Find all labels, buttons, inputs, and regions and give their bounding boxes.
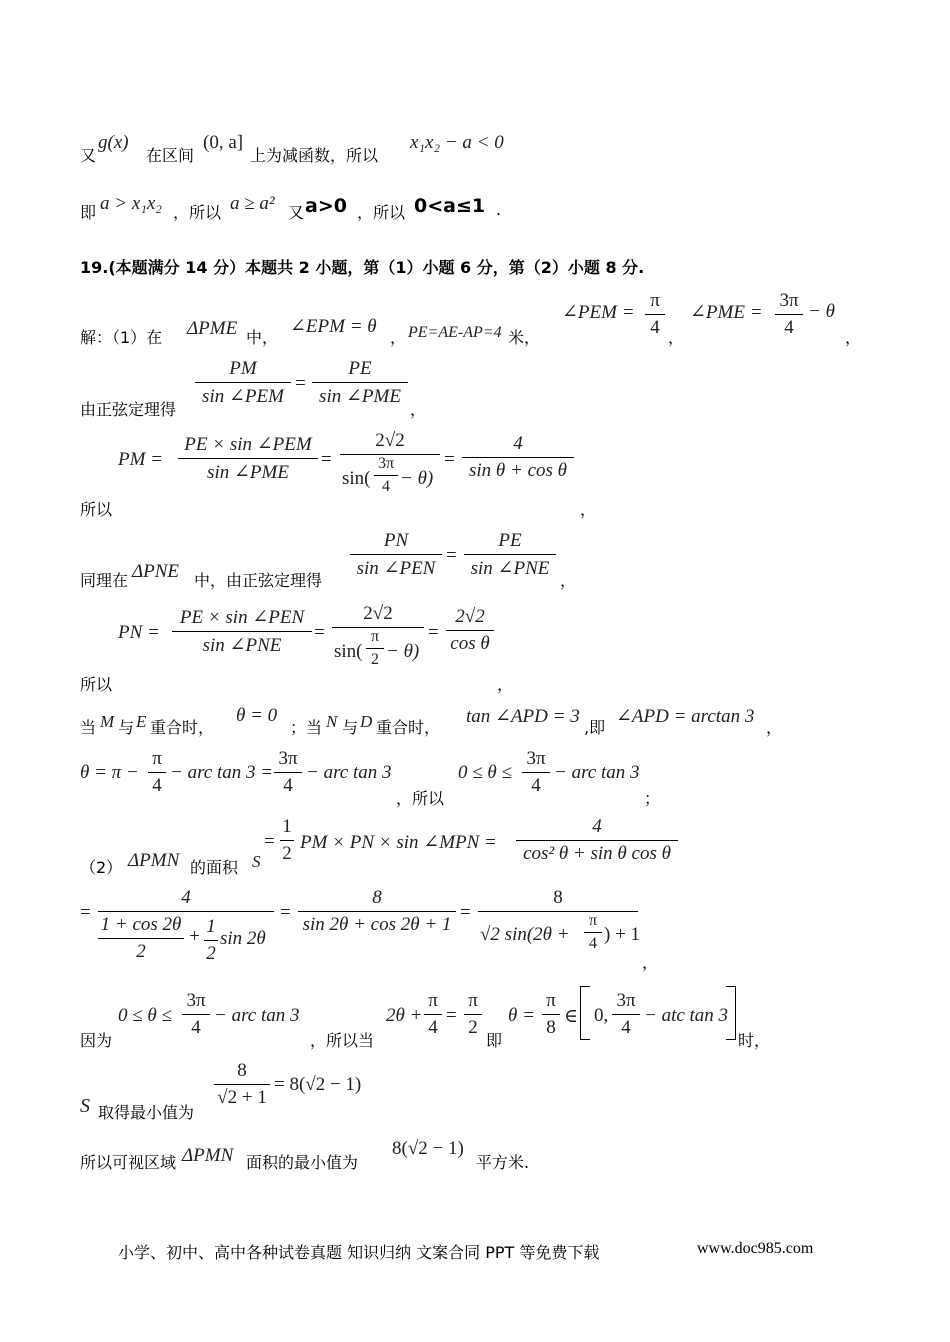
line-12-frac-b-den: 4 bbox=[428, 1017, 438, 1038]
line-2-text-c: 又 bbox=[288, 203, 305, 222]
line-3-math-d: ∠PEM = bbox=[562, 302, 635, 323]
line-3-frac-b-den: 4 bbox=[784, 317, 794, 338]
line-5-frac-c-den: sin θ + cos θ bbox=[469, 460, 567, 481]
fraction-bar bbox=[464, 554, 556, 555]
line-5-theta: − θ) bbox=[400, 468, 434, 489]
line-9-text-a: ，所以 bbox=[396, 789, 445, 808]
line-10-frac-b-num: 4 bbox=[592, 816, 602, 837]
line-11-half-den: 2 bbox=[206, 943, 216, 964]
line-12-frac-e-num: 3π bbox=[616, 990, 636, 1011]
line-12-math-d: θ = bbox=[508, 1005, 535, 1026]
fraction-bar bbox=[775, 314, 803, 315]
line-11-eq-a: = bbox=[80, 902, 91, 923]
line-8-text-d: ；当 bbox=[290, 718, 323, 737]
line-10-frac-a bbox=[280, 816, 294, 865]
line-1-math-c: x₁x₂ − a < 0 bbox=[410, 132, 504, 153]
line-1-text-a: 又 bbox=[80, 146, 97, 165]
line-4-eq: = bbox=[295, 373, 306, 394]
line-1-text-c: 上为减函数，所以 bbox=[250, 146, 379, 165]
line-2-math-b: a ≥ a² bbox=[230, 193, 275, 214]
line-3-math-f: − θ bbox=[808, 301, 835, 322]
line-11-frac-a bbox=[98, 887, 274, 964]
line-3-text-f: ， bbox=[845, 328, 862, 347]
line-9-frac-b-den: 4 bbox=[283, 775, 293, 796]
question-heading: 19.(本题满分 14 分）本题共 2 小题，第（1）小题 6 分，第（2）小题 8 分. bbox=[80, 258, 645, 277]
line-9-frac-c bbox=[522, 748, 550, 797]
fraction-bar bbox=[312, 382, 408, 383]
line-8-text-e: 与 bbox=[342, 718, 359, 737]
footer-url-link[interactable]: www.doc985.com bbox=[697, 1240, 814, 1257]
line-1-math-b: (0, a] bbox=[203, 132, 244, 153]
line-12-text-c: 即 bbox=[486, 1031, 503, 1050]
line-6-frac-a-den: sin ∠PEN bbox=[356, 558, 436, 579]
line-5-inner-frac bbox=[374, 455, 398, 496]
line-11-eq-b: = bbox=[280, 902, 291, 923]
line-4-frac-a-den: sin ∠PEM bbox=[202, 386, 284, 407]
fraction-bar bbox=[98, 911, 274, 912]
line-1-text-b: 在区间 bbox=[146, 146, 195, 165]
line-6-frac-a bbox=[350, 530, 442, 580]
fraction-bar bbox=[204, 940, 218, 941]
line-11-frac-a-num: 4 bbox=[181, 887, 191, 908]
line-7-sin: sin( bbox=[334, 641, 363, 662]
line-6-frac-a-num: PN bbox=[383, 530, 409, 551]
line-8-text-h: ， bbox=[766, 718, 783, 737]
line-12-text-b: ，所以当 bbox=[310, 1031, 375, 1050]
line-4-frac-b bbox=[312, 358, 408, 408]
line-12-text-a: 因为 bbox=[80, 1031, 113, 1050]
fraction-bar bbox=[516, 840, 678, 841]
line-12-frac-b-num: π bbox=[428, 990, 438, 1011]
line-7-text-b: ， bbox=[497, 675, 514, 694]
line-8-math-e: D bbox=[360, 712, 373, 731]
fraction-bar bbox=[280, 840, 294, 841]
line-9-frac-c-num: 3π bbox=[526, 748, 546, 769]
fraction-bar bbox=[464, 1014, 482, 1015]
line-13-math-b: = 8(√2 − 1) bbox=[274, 1074, 362, 1095]
fraction-bar bbox=[298, 911, 456, 912]
line-9-frac-b-num: 3π bbox=[278, 748, 298, 769]
line-11-plus-one: ) + 1 bbox=[604, 924, 641, 945]
line-9-math-a: θ = π − bbox=[80, 762, 139, 783]
line-7-inner-den: 2 bbox=[371, 651, 379, 668]
line-12-math-b: − arc tan 3 bbox=[214, 1005, 300, 1026]
line-7-text-a: 所以 bbox=[80, 675, 113, 694]
line-14-math-a: ΔPMN bbox=[182, 1145, 234, 1166]
line-11-frac-b-den: sin 2θ + cos 2θ + 1 bbox=[302, 914, 452, 935]
line-3-math-c: PE=AE-AP=4 bbox=[408, 324, 502, 341]
line-14-math-b: 8(√2 − 1) bbox=[392, 1138, 464, 1159]
line-11-eq-c: = bbox=[460, 902, 471, 923]
line-10-frac-b-den: cos² θ + sin θ cos θ bbox=[523, 843, 671, 864]
line-7-frac-b bbox=[332, 603, 424, 674]
fraction-bar bbox=[274, 772, 302, 773]
fraction-bar bbox=[645, 314, 665, 315]
line-11-sub-num: 1 + cos 2θ bbox=[100, 914, 182, 935]
line-9-frac-a-num: π bbox=[152, 748, 162, 769]
right-bracket bbox=[726, 986, 736, 1040]
line-12-frac-c-num: π bbox=[468, 990, 478, 1011]
line-11-sin2t: sin 2θ bbox=[220, 928, 266, 949]
line-10-eq: = bbox=[264, 831, 275, 852]
line-11-frac-b-num: 8 bbox=[372, 887, 382, 908]
line-7-frac-a-num: PE × sin ∠PEN bbox=[179, 607, 305, 628]
line-3-text-c: ， bbox=[390, 328, 407, 347]
line-5-text-a: 所以 bbox=[80, 500, 113, 519]
line-11-text-a: ， bbox=[642, 953, 659, 972]
line-12-frac-b bbox=[424, 990, 442, 1039]
line-7-math-pre: PN = bbox=[118, 622, 160, 643]
line-5-frac-a bbox=[178, 433, 318, 484]
line-3-text-b: 中， bbox=[246, 328, 279, 347]
line-13-frac-a bbox=[214, 1060, 270, 1109]
line-12-frac-d bbox=[542, 990, 560, 1039]
line-11-half-num: 1 bbox=[206, 916, 216, 937]
line-7-frac-a bbox=[172, 606, 312, 657]
line-8-text-g: ,即 bbox=[584, 718, 606, 737]
line-11-frac-a-den bbox=[98, 914, 274, 964]
line-10-text-b: 的面积 bbox=[190, 858, 239, 877]
line-12-frac-a bbox=[182, 990, 210, 1039]
line-3-math-e: ∠PME = bbox=[690, 302, 763, 323]
line-5-inner-num: 3π bbox=[377, 455, 395, 472]
line-8-math-d: N bbox=[326, 712, 338, 731]
fraction-bar bbox=[182, 1014, 210, 1015]
line-11-frac-c bbox=[478, 887, 641, 958]
line-11-pi4 bbox=[584, 912, 602, 953]
line-9-frac-a-den: 4 bbox=[152, 775, 162, 796]
line-3-math-a: ΔPME bbox=[187, 318, 238, 339]
line-2-text-a: 即 bbox=[80, 203, 97, 222]
line-10-math-b: S bbox=[252, 852, 261, 871]
line-8-text-b: 与 bbox=[118, 718, 135, 737]
line-14-text-a: 所以可视区域 bbox=[80, 1153, 177, 1172]
line-7-inner-num: π bbox=[370, 628, 380, 645]
fraction-bar bbox=[462, 457, 574, 458]
line-5-frac-a-den: sin ∠PME bbox=[207, 462, 289, 483]
line-14-text-b: 面积的最小值为 bbox=[246, 1153, 359, 1172]
line-7-inner-frac bbox=[366, 628, 384, 669]
line-10-frac-a-num: 1 bbox=[282, 816, 292, 837]
line-7-frac-b-num: 2√2 bbox=[363, 603, 393, 624]
line-12-zero: 0, bbox=[594, 1005, 609, 1026]
line-4-text-b: ， bbox=[410, 400, 427, 419]
line-5-sin: sin( bbox=[342, 468, 371, 489]
line-12-eq: = bbox=[446, 1005, 457, 1026]
line-9-math-e: − arc tan 3 bbox=[554, 762, 640, 783]
line-3-frac-a-den: 4 bbox=[650, 317, 660, 338]
line-12-frac-d-num: π bbox=[546, 990, 556, 1011]
fraction-bar bbox=[446, 630, 494, 631]
line-12-math-c: 2θ + bbox=[386, 1005, 423, 1026]
line-8-text-f: 重合时， bbox=[376, 718, 441, 737]
line-5-eq-a: = bbox=[321, 449, 332, 470]
line-12-in: ∈ bbox=[564, 1006, 579, 1027]
line-2-text-b: ，所以 bbox=[173, 203, 222, 222]
line-7-eq-b: = bbox=[428, 622, 439, 643]
line-9-frac-c-den: 4 bbox=[531, 775, 541, 796]
line-10-frac-a-den: 2 bbox=[282, 843, 292, 864]
line-7-frac-a-den: sin ∠PNE bbox=[202, 635, 282, 656]
line-5-text-b: ， bbox=[580, 500, 597, 519]
line-5-frac-a-num: PE × sin ∠PEM bbox=[184, 434, 312, 455]
line-13-text-a: 取得最小值为 bbox=[98, 1103, 195, 1122]
line-8-math-f: tan ∠APD = 3 bbox=[466, 706, 580, 727]
fraction-bar bbox=[478, 911, 638, 912]
fraction-bar bbox=[522, 772, 550, 773]
line-7-frac-b-den bbox=[332, 630, 424, 674]
line-9-frac-a bbox=[148, 748, 166, 797]
fraction-bar bbox=[350, 554, 442, 555]
line-3-frac-b bbox=[775, 290, 803, 339]
line-14-text-c: 平方米. bbox=[476, 1153, 530, 1172]
line-11-frac-c-num: 8 bbox=[553, 887, 563, 908]
line-2-math-d: 0<a≤1 bbox=[414, 195, 486, 217]
line-3-text-e: ， bbox=[668, 328, 685, 347]
line-11-pi4-num: π bbox=[588, 912, 598, 929]
line-9-math-d: 0 ≤ θ ≤ bbox=[458, 762, 512, 783]
line-3-frac-a-num: π bbox=[650, 290, 660, 311]
line-4-text-a: 由正弦定理得 bbox=[80, 400, 177, 419]
line-3-frac-a bbox=[645, 290, 665, 339]
line-5-frac-c-num: 4 bbox=[513, 433, 523, 454]
line-8-math-c: θ = 0 bbox=[236, 705, 278, 726]
line-7-frac-c-den: cos θ bbox=[450, 633, 490, 654]
line-5-inner-den: 4 bbox=[382, 478, 390, 495]
line-12-frac-c-den: 2 bbox=[468, 1017, 478, 1038]
line-2-math-a: a > x₁x₂ bbox=[100, 193, 162, 214]
line-11-plus: + bbox=[188, 926, 201, 947]
line-6-text-a: 同理在 bbox=[80, 571, 129, 590]
line-5-frac-b-den bbox=[340, 457, 440, 501]
line-3-math-b: ∠EPM = θ bbox=[290, 316, 377, 337]
line-10-text-a: （2） bbox=[80, 858, 123, 877]
line-3-text-a: 解：（1）在 bbox=[80, 328, 163, 347]
line-1-math-a: g(x) bbox=[98, 132, 129, 153]
line-6-eq: = bbox=[446, 545, 457, 566]
line-12-math-e: − atc tan 3 bbox=[644, 1005, 729, 1026]
line-12-frac-a-den: 4 bbox=[191, 1017, 201, 1038]
line-2-math-c: a>0 bbox=[305, 195, 347, 217]
line-6-text-b: 中，由正弦定理得 bbox=[194, 571, 323, 590]
line-13-math-a: S bbox=[80, 1095, 90, 1117]
line-6-frac-b-num: PE bbox=[498, 530, 522, 551]
line-11-half bbox=[204, 916, 218, 965]
line-12-frac-c bbox=[464, 990, 482, 1039]
line-13-frac-a-num: 8 bbox=[237, 1060, 247, 1081]
fraction-bar bbox=[98, 938, 184, 939]
line-5-eq-b: = bbox=[444, 449, 455, 470]
line-10-math-a: ΔPMN bbox=[128, 850, 180, 871]
line-2-text-d: ，所以 bbox=[357, 203, 406, 222]
line-6-math-a: ΔPNE bbox=[132, 561, 180, 582]
line-12-math-a: 0 ≤ θ ≤ bbox=[118, 1005, 172, 1026]
line-2-text-e: . bbox=[496, 200, 502, 219]
line-9-math-c: − arc tan 3 bbox=[306, 762, 392, 783]
fraction-bar bbox=[172, 631, 312, 632]
line-12-frac-d-den: 8 bbox=[546, 1017, 556, 1038]
line-5-frac-c bbox=[462, 433, 574, 482]
line-3-text-d: 米， bbox=[508, 328, 541, 347]
line-11-frac-c-den bbox=[478, 912, 641, 958]
line-9-frac-b bbox=[274, 748, 302, 797]
fraction-bar bbox=[148, 772, 166, 773]
line-12-frac-e bbox=[612, 990, 640, 1039]
line-11-root-sin: √2 sin(2θ + bbox=[480, 924, 570, 945]
line-8-math-b: E bbox=[136, 712, 147, 731]
line-12-text-d: 时， bbox=[738, 1031, 771, 1050]
line-8-math-g: ∠APD = arctan 3 bbox=[616, 706, 755, 727]
line-9-math-b: − arc tan 3 = bbox=[170, 762, 274, 783]
fraction-bar bbox=[424, 1014, 442, 1015]
line-4-frac-b-num: PE bbox=[348, 358, 372, 379]
line-12-frac-e-den: 4 bbox=[621, 1017, 631, 1038]
line-4-frac-a-num: PM bbox=[229, 358, 257, 379]
line-10-frac-b bbox=[516, 816, 678, 865]
line-11-sub-frac bbox=[98, 914, 184, 963]
line-8-text-c: 重合时， bbox=[150, 718, 215, 737]
line-5-frac-b bbox=[340, 430, 440, 501]
line-10-math-c: PM × PN × sin ∠MPN = bbox=[300, 832, 497, 853]
line-7-eq-a: = bbox=[314, 622, 325, 643]
line-6-frac-b-den: sin ∠PNE bbox=[470, 558, 550, 579]
footer-text: 小学、初中、高中各种试卷真题 知识归纳 文案合同 PPT 等免费下载 bbox=[118, 1243, 600, 1262]
line-6-text-c: ， bbox=[560, 571, 577, 590]
line-8-text-a: 当 bbox=[80, 718, 97, 737]
line-13-frac-a-den: √2 + 1 bbox=[217, 1087, 267, 1108]
line-11-pi4-den: 4 bbox=[589, 935, 597, 952]
fraction-bar bbox=[584, 932, 602, 933]
line-4-frac-a bbox=[195, 358, 291, 408]
line-9-text-b: ； bbox=[644, 789, 661, 808]
line-6-frac-b bbox=[464, 530, 556, 580]
fraction-bar bbox=[178, 458, 318, 459]
line-11-frac-b bbox=[298, 887, 456, 936]
line-12-frac-a-num: 3π bbox=[186, 990, 206, 1011]
left-bracket bbox=[580, 986, 590, 1040]
line-8-math-a: M bbox=[100, 712, 115, 731]
fraction-bar bbox=[195, 382, 291, 383]
fraction-bar bbox=[542, 1014, 560, 1015]
line-7-theta: − θ) bbox=[386, 641, 420, 662]
fraction-bar bbox=[366, 648, 384, 649]
line-5-math-pre: PM = bbox=[118, 449, 164, 470]
fraction-bar bbox=[612, 1014, 640, 1015]
line-4-frac-b-den: sin ∠PME bbox=[319, 386, 401, 407]
fraction-bar bbox=[214, 1084, 270, 1085]
line-5-frac-b-num: 2√2 bbox=[375, 430, 405, 451]
line-7-frac-c-num: 2√2 bbox=[455, 606, 485, 627]
line-7-frac-c bbox=[446, 606, 494, 655]
line-3-frac-b-num: 3π bbox=[779, 290, 799, 311]
fraction-bar bbox=[374, 475, 398, 476]
line-11-sub-den: 2 bbox=[136, 941, 146, 962]
